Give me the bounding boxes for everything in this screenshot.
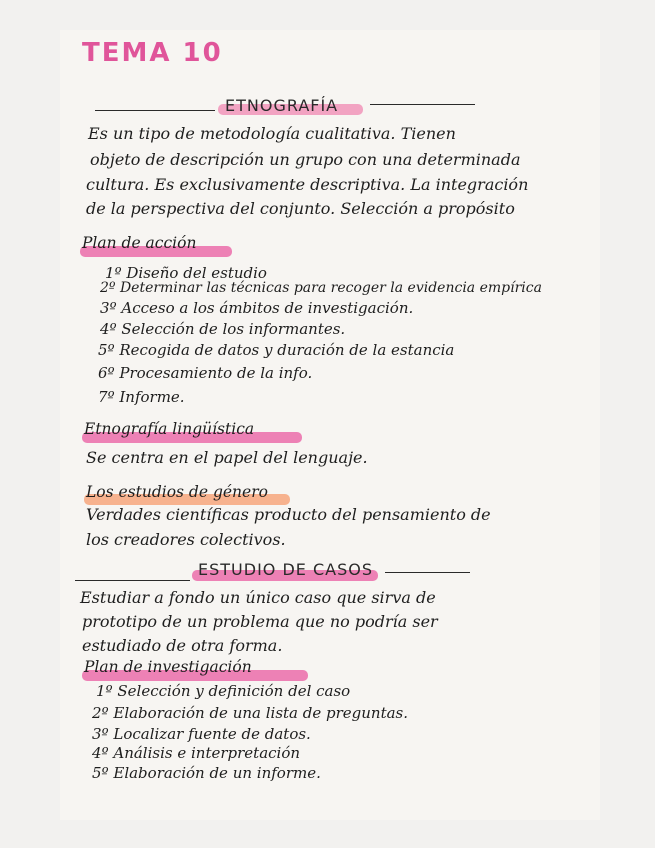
casos-line-1: Estudiar a fondo un único caso que sirva de [80, 588, 436, 607]
genero-line-1: Verdades científicas producto del pensamiento de [86, 505, 491, 524]
plan-item: 4º Selección de los informantes. [100, 320, 346, 338]
plan-item: 3º Acceso a los ámbitos de investigación. [100, 299, 414, 317]
casos-line-3: estudiado de otra forma. [82, 636, 283, 655]
plan-item: 2º Determinar las técnicas para recoger la evidencia empírica [100, 280, 542, 296]
plan-accion-title: Plan de acción [82, 234, 197, 252]
plan-investigacion-title: Plan de investigación [84, 658, 252, 676]
plan-item: 4º Análisis e interpretación [92, 744, 301, 762]
etnografia-line-2: objeto de descripción un grupo con una determinada [90, 150, 521, 169]
plan-item: 1º Diseño del estudio [105, 264, 267, 282]
genero-line-2: los creadores colectivos. [86, 530, 286, 549]
plan-item: 3º Localizar fuente de datos. [92, 725, 311, 743]
section-heading-estudio-casos: ESTUDIO DE CASOS [198, 560, 374, 579]
heading-rule-left [95, 110, 215, 111]
page-title: TEMA 10 [82, 38, 223, 68]
section-heading-etnografia: ETNOGRAFÍA [225, 96, 339, 115]
casos-line-2: prototipo de un problema que no podría ser [82, 612, 438, 631]
linguistica-title: Etnografía lingüística [84, 420, 255, 438]
heading-rule-left [75, 580, 190, 581]
plan-item: 5º Recogida de datos y duración de la estancia [98, 341, 455, 359]
heading-rule-right [385, 572, 470, 573]
etnografia-line-4: de la perspectiva del conjunto. Selección a propósito [86, 199, 515, 218]
plan-item: 7º Informe. [98, 388, 185, 406]
plan-item: 2º Elaboración de una lista de preguntas. [92, 704, 409, 722]
plan-item: 1º Selección y definición del caso [96, 682, 351, 700]
linguistica-text: Se centra en el papel del lenguaje. [86, 448, 368, 467]
genero-title: Los estudios de género [86, 483, 268, 501]
plan-item: 5º Elaboración de un informe. [92, 764, 321, 782]
heading-rule-right [370, 104, 475, 105]
etnografia-line-1: Es un tipo de metodología cualitativa. Tienen [88, 124, 456, 143]
plan-item: 6º Procesamiento de la info. [98, 364, 313, 382]
etnografia-line-3: cultura. Es exclusivamente descriptiva. La integración [86, 175, 529, 194]
